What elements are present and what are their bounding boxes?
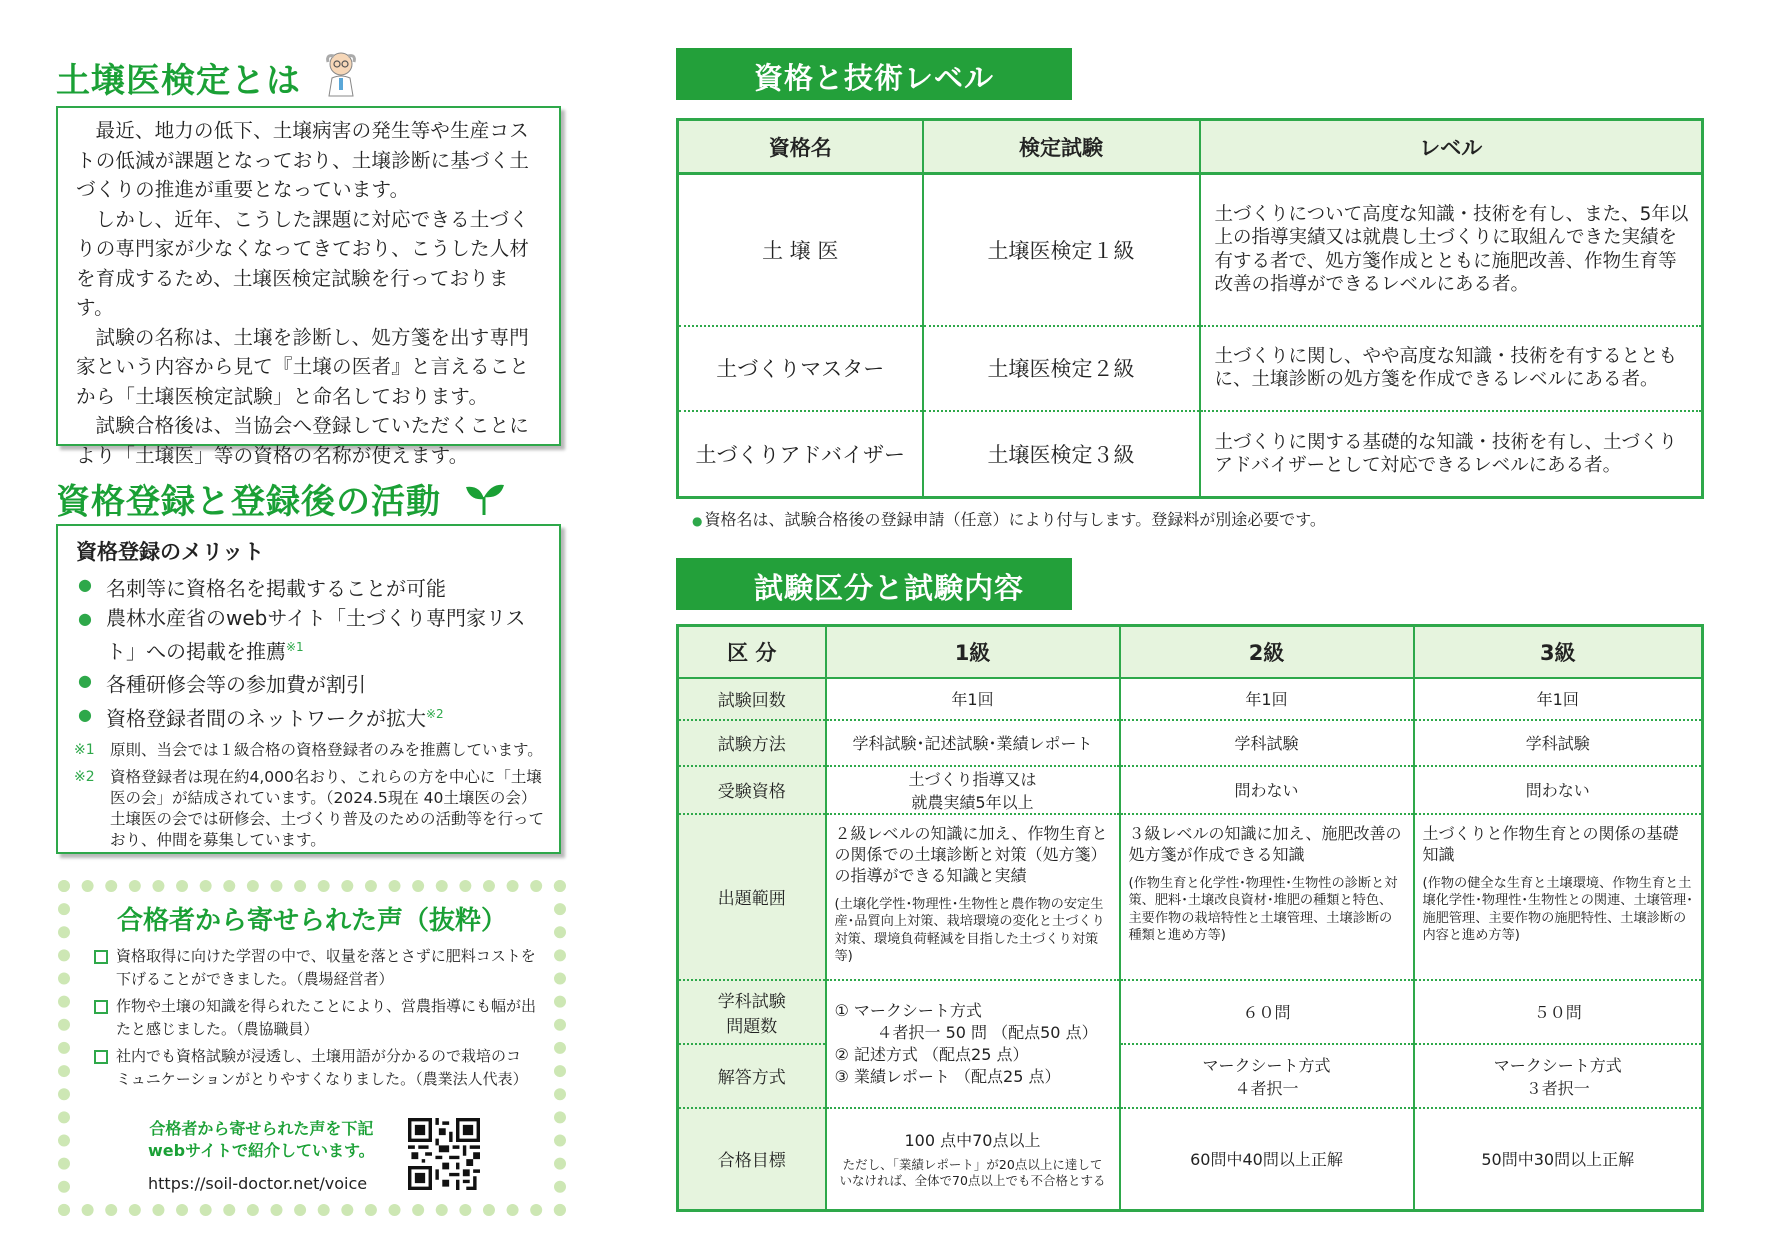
footnote-2: ※2 資格登録者は現在約4,000名おり、これらの方を中心に「土壌医の会」が結成されています。（2024.5現在 40土壌医の会）土壌医の会では研修会、土づくり普及のための活動等を行っており、仲間を募集しています。 xyxy=(74,767,545,849)
table-header: 1級 xyxy=(826,626,1120,678)
table-row xyxy=(678,411,1703,497)
qualification-name: 土づくりマスター xyxy=(678,326,923,412)
intro-paragraph-2: しかし、近年、こうした課題に対応できる土づくりの専門家が少なくなってきており、こうした人材を育成するため、土壌医検定試験を行っております。 xyxy=(76,207,530,319)
level-description: 土づくりに関する基礎的な知識・技術を有し、土づくりアドバイザーとして対応できるレベルにある者。 xyxy=(1200,411,1703,497)
table-cell: 年1回 xyxy=(1120,678,1414,720)
exam-name: 土壌医検定１級 xyxy=(923,174,1200,326)
row-label: 合格目標 xyxy=(678,1108,826,1211)
voices-list xyxy=(88,945,536,1091)
table-cell: 問わない xyxy=(1414,766,1703,814)
table-header: 区 分 xyxy=(678,626,826,678)
intro-box xyxy=(56,106,561,467)
table-cell: マークシート方式 ４者択一 xyxy=(1120,1044,1414,1108)
voices-box xyxy=(58,880,566,1216)
table-cell: 学科試験 xyxy=(1414,720,1703,766)
table-cell: マークシート方式 ３者択一 xyxy=(1414,1044,1703,1108)
table-row xyxy=(678,326,1703,412)
voices-cta: 合格者から寄せられた声を下記 webサイトで紹介しています。 xyxy=(148,1119,375,1160)
table-cell: 50問中30問以上正解 xyxy=(1414,1108,1703,1211)
table-row xyxy=(678,1108,1703,1211)
merit-list xyxy=(74,570,545,734)
table-cell: ２級レベルの知識に加え、作物生育との関係での土壌診断と対策（処方箋）の指導ができる知識と実績 (土壌化学性･物理性･生物性と農作物の安定生産･品質向上対策、栽培環境の変化と土づくり対策、環境負荷軽減を目指した土づくり対策等) xyxy=(826,814,1120,980)
levels-table xyxy=(676,118,1704,499)
table-cell: 100 点中70点以上 ただし、「業績レポート」が20点以上に達していなければ、全体で70点以上でも不合格とする xyxy=(826,1108,1120,1211)
table-cell: 年1回 xyxy=(826,678,1120,720)
registration-box xyxy=(56,524,561,854)
merit-item: ● 各種研修会等の参加費が割引 xyxy=(74,666,545,700)
table-header-row xyxy=(678,120,1703,174)
qr-code-icon[interactable] xyxy=(408,1118,480,1190)
table-row xyxy=(678,766,1703,814)
table-cell: 問わない xyxy=(1120,766,1414,814)
table-cell: ５０問 xyxy=(1414,980,1703,1044)
table-header-row xyxy=(678,626,1703,678)
exam-name: 土壌医検定２級 xyxy=(923,326,1200,412)
qualification-name: 土づくりアドバイザー xyxy=(678,411,923,497)
table-row xyxy=(678,678,1703,720)
qualification-name: 土 壌 医 xyxy=(678,174,923,326)
voice-item: 資格取得に向けた学習の中で、収量を落とさずに肥料コストを下げることができました。（農場経営者） xyxy=(88,945,536,991)
intro-paragraph-3: 試験の名称は、土壌を診断し、処方箋を出す専門家という内容から見て『土壌の医者』と言えることから「土壌医検定試験」と命名しております。 xyxy=(76,325,530,408)
sprout-icon xyxy=(462,479,506,517)
merit-heading: 資格登録のメリット xyxy=(76,540,265,564)
intro-title: 土壌医検定とは xyxy=(56,50,362,102)
voice-item: 社内でも資格試験が浸透し、土壌用語が分かるので栽培のコミュニケーションがとりやすくなりました。（農業法人代表） xyxy=(88,1045,536,1091)
level-description: 土づくりに関し、やや高度な知識・技術を有するとともに、土壌診断の処方箋を作成できるレベルにある者。 xyxy=(1200,326,1703,412)
row-label: 試験回数 xyxy=(678,678,826,720)
table-cell: 土づくり指導又は 就農実績5年以上 xyxy=(826,766,1120,814)
table-row xyxy=(678,980,1703,1044)
row-label: 受験資格 xyxy=(678,766,826,814)
merit-item: ● 農林水産省のwebサイト「土づくり専門家リスト」への掲載を推薦$^{※1}$ xyxy=(74,604,545,667)
merit-item: ● 名刺等に資格名を掲載することが可能 xyxy=(74,570,545,604)
row-label: 試験方法 xyxy=(678,720,826,766)
table-header: 資格名 xyxy=(678,120,923,174)
intro-paragraph-1: 最近、地力の低下、土壌病害の発生等や生産コストの低減が課題となっており、土壌診断に基づく土づくりの推進が重要となっています。 xyxy=(76,119,530,201)
table-header: レベル xyxy=(1200,120,1703,174)
voices-title: 合格者から寄せられた声（抜粋） xyxy=(116,906,507,936)
levels-banner: 資格と技術レベル xyxy=(676,48,1072,100)
row-label: 出題範囲 xyxy=(678,814,826,980)
table-header: 3級 xyxy=(1414,626,1703,678)
voices-url-link[interactable]: https://soil-doctor.net/voice xyxy=(148,1174,368,1193)
levels-note: ● 資格名は、試験合格後の登録申請（任意）により付与します。登録料が別途必要です。 xyxy=(692,507,1326,530)
voice-item: 作物や土壌の知識を得られたことにより、営農指導にも幅が出たと感じました。（農協職員） xyxy=(88,995,536,1041)
exams-banner: 試験区分と試験内容 xyxy=(676,558,1072,610)
table-cell: ３級レベルの知識に加え、施肥改善の処方箋が作成できる知識 (作物生育と化学性･物理性･生物性の診断と対策、肥料･土壌改良資材･堆肥の種類と特色、主要作物の栽培特性と土壌管理、土壌診断の種類と進め方等) xyxy=(1120,814,1414,980)
row-label: 解答方式 xyxy=(678,1044,826,1108)
table-row xyxy=(678,814,1703,980)
intro-paragraph-4: 試験合格後は、当協会へ登録していただくことにより「土壌医」等の資格の名称が使えます。 xyxy=(76,414,529,467)
exam-name: 土壌医検定３級 xyxy=(923,411,1200,497)
level-description: 土づくりについて高度な知識・技術を有し、また、5年以上の指導実績又は就農し土づくりに取組んできた実績を有する者で、処方箋作成とともに施肥改善、作物生育等改善の指導ができるレベルにある者。 xyxy=(1200,174,1703,326)
merit-item: ● 資格登録者間のネットワークが拡大$^{※2}$ xyxy=(74,700,545,734)
table-header: 検定試験 xyxy=(923,120,1200,174)
table-cell: 土づくりと作物生育との関係の基礎知識 (作物の健全な生育と土壌環境、作物生育と土壌化学性･物理性･生物性との関連、土壌管理･施肥管理、主要作物の施肥特性、土壌診断の内容と進め方等) xyxy=(1414,814,1703,980)
doctor-icon xyxy=(320,50,362,98)
footnote-1: ※1 原則、当会では１級合格の資格登録者のみを推薦しています。 xyxy=(74,740,543,759)
table-cell: 学科試験･記述試験･業績レポート xyxy=(826,720,1120,766)
table-cell: ① マークシート方式 ４者択一 50 問 （配点50 点） ② 記述方式 （配点25 点） ③ 業績レポート （配点25 点） xyxy=(826,980,1120,1108)
table-cell: 年1回 xyxy=(1414,678,1703,720)
registration-title: 資格登録と登録後の活動 xyxy=(56,474,506,523)
table-cell: 60問中40問以上正解 xyxy=(1120,1108,1414,1211)
table-cell: ６０問 xyxy=(1120,980,1414,1044)
exams-table xyxy=(676,624,1704,1212)
table-header: 2級 xyxy=(1120,626,1414,678)
table-row xyxy=(678,174,1703,326)
row-label: 学科試験 問題数 xyxy=(678,980,826,1044)
table-cell: 学科試験 xyxy=(1120,720,1414,766)
table-row xyxy=(678,720,1703,766)
